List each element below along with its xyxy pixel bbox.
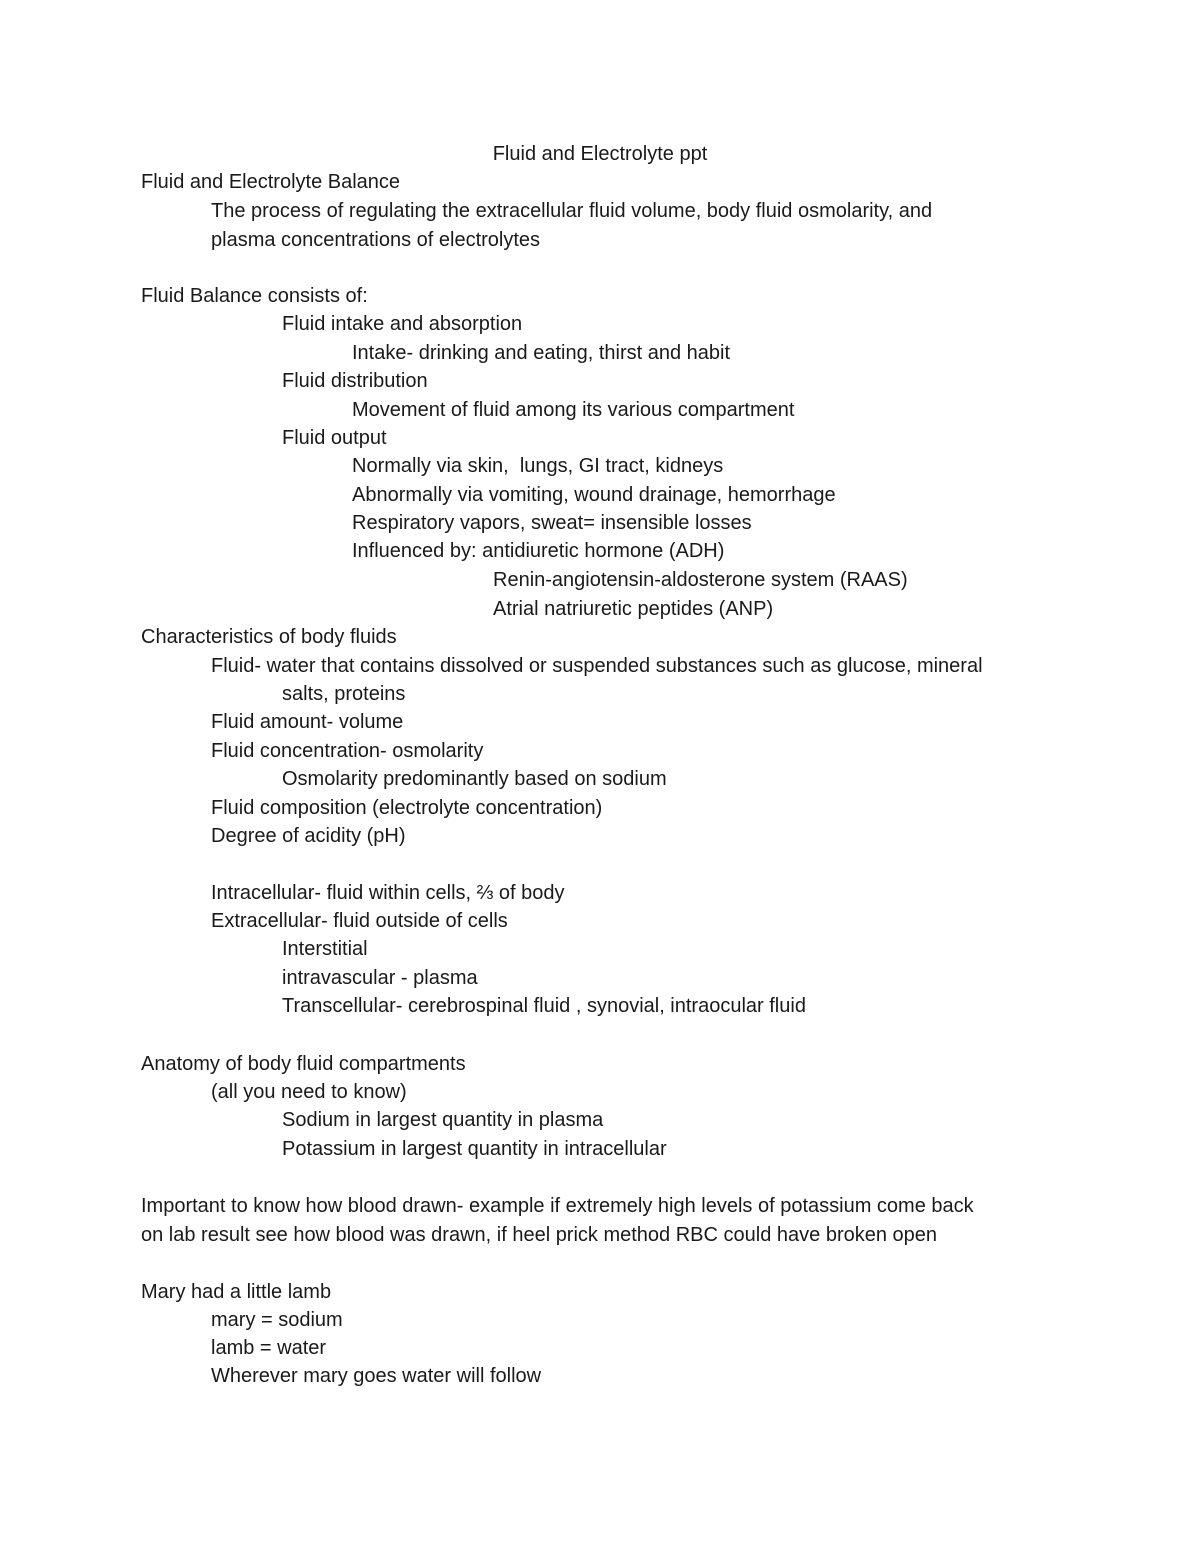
text-line: intravascular - plasma [282,967,478,989]
text-line: Fluid composition (electrolyte concentration) [211,797,603,819]
heading-fluid-balance: Fluid Balance consists of: [141,285,368,307]
text-line: The process of regulating the extracellular fluid volume, body fluid osmolarity, and [211,200,933,222]
text-line: Fluid distribution [282,370,428,392]
text-line: Influenced by: antidiuretic hormone (ADH) [352,540,725,562]
text-line: Intracellular- fluid within cells, ⅔ of body [211,882,565,904]
text-line: Normally via skin, lungs, GI tract, kidneys [352,455,724,477]
text-line: Atrial natriuretic peptides (ANP) [493,598,774,620]
text-line: Fluid amount- volume [211,711,404,733]
text-line: Wherever mary goes water will follow [211,1365,542,1387]
text-line: Important to know how blood drawn- example if extremely high levels of potassium come back [141,1195,974,1217]
heading-characteristics: Characteristics of body fluids [141,626,397,648]
text-line: Abnormally via vomiting, wound drainage, hemorrhage [352,484,836,506]
text-line: Renin-angiotensin-aldosterone system (RAAS) [493,569,908,591]
text-line: on lab result see how blood was drawn, if heel prick method RBC could have broken open [141,1224,938,1246]
text-line: Osmolarity predominantly based on sodium [282,768,667,790]
text-line: Intake- drinking and eating, thirst and habit [352,342,731,364]
text-line: Fluid intake and absorption [282,313,523,335]
text-line: salts, proteins [282,683,406,705]
document-title: Fluid and Electrolyte ppt [492,143,708,165]
text-line: Fluid- water that contains dissolved or suspended substances such as glucose, mineral [211,655,983,677]
text-line: Respiratory vapors, sweat= insensible losses [352,512,752,534]
heading-mary-had-a-little-lamb: Mary had a little lamb [141,1281,332,1303]
text-line: Fluid output [282,427,387,449]
heading-anatomy: Anatomy of body fluid compartments [141,1053,466,1075]
text-line: mary = sodium [211,1309,343,1331]
text-line: Degree of acidity (pH) [211,825,406,847]
text-line: Potassium in largest quantity in intracellular [282,1138,667,1160]
text-line: Interstitial [282,938,368,960]
heading-fluid-electrolyte-balance: Fluid and Electrolyte Balance [141,171,401,193]
text-line: Sodium in largest quantity in plasma [282,1109,604,1131]
text-line: Transcellular- cerebrospinal fluid , synovial, intraocular fluid [282,995,806,1017]
text-line: lamb = water [211,1337,327,1359]
text-line: Movement of fluid among its various compartment [352,399,795,421]
text-line: Fluid concentration- osmolarity [211,740,484,762]
text-line: plasma concentrations of electrolytes [211,229,541,251]
text-line: (all you need to know) [211,1081,407,1103]
text-line: Extracellular- fluid outside of cells [211,910,508,932]
